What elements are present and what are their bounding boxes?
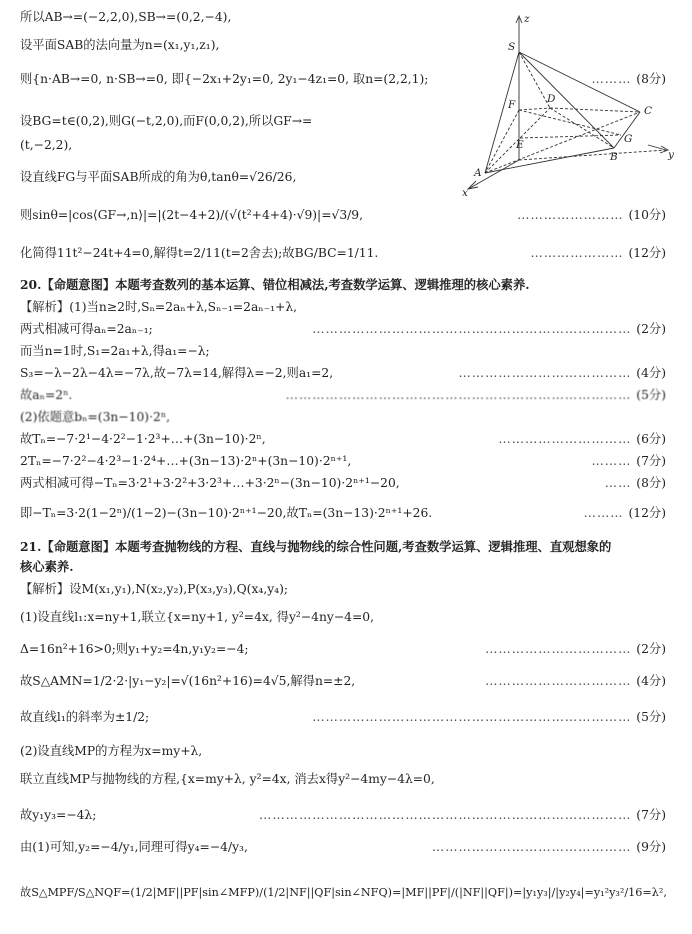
- doc-line: 故Tₙ=−7·2¹−4·2²−1·2³+…+(3n−10)·2ⁿ, ………………………… (6分): [20, 432, 666, 446]
- edge-SB: [519, 52, 614, 148]
- doc-line: 核心素养.: [20, 559, 74, 574]
- score-label: (12分): [628, 246, 666, 260]
- label-D: D: [547, 93, 556, 105]
- score-label: (2分): [636, 642, 666, 656]
- label-x: x: [462, 187, 468, 199]
- doc-line: (t,−2,2),: [20, 138, 73, 152]
- label-E: E: [516, 139, 524, 151]
- score-label: (4分): [636, 366, 666, 380]
- label-C: C: [644, 105, 653, 117]
- doc-line: (2)设直线MP的方程为x=my+λ,: [20, 744, 203, 758]
- label-y: y: [668, 149, 674, 161]
- doc-line: 两式相减可得aₙ=2aₙ₋₁; ……………………………………………………………… (2分): [20, 322, 666, 336]
- doc-line: 设BG=t∈(0,2),则G(−t,2,0),而F(0,0,2),所以GF→=: [20, 114, 313, 128]
- doc-line: 两式相减可得−Tₙ=3·2¹+3·2²+3·2³+…+3·2ⁿ−(3n−10)·2ⁿ⁺¹−20, …… (8分): [20, 476, 666, 490]
- doc-line: 则{n·AB→=0, n·SB→=0, 即{−2x₁+2y₁=0, 2y₁−4z₁=0, 取n=(2,2,1); ……… (8分): [20, 72, 666, 86]
- score-label: (8分): [636, 72, 666, 86]
- doc-line: 故S△MPF/S△NQF=(1/2|MF||PF|sin∠MFP)/(1/2|NF||QF|sin∠NFQ)=|MF||PF|/(|NF||QF|)=|y₁y₃|/|y₂y₄|=y₁²y₃²/16=λ²,: [20, 886, 667, 899]
- doc-line: 故aₙ=2ⁿ. …………………………………………………………………… (5分): [20, 388, 666, 402]
- doc-line: (2)依题意bₙ=(3n−10)·2ⁿ,: [20, 410, 171, 424]
- doc-line: 设平面SAB的法向量为n=(x₁,y₁,z₁),: [20, 38, 220, 52]
- doc-line: 故直线l₁的斜率为±1/2; ……………………………………………………………… (5分): [20, 710, 666, 724]
- doc-line: 20.【命题意图】本题考查数列的基本运算、错位相减法,考查数学运算、逻辑推理的核心素养.: [20, 277, 530, 292]
- label-F: F: [508, 99, 516, 111]
- label-z: z: [524, 13, 530, 25]
- score-label: (7分): [636, 808, 666, 822]
- label-B: B: [610, 151, 618, 163]
- doc-line: 即−Tₙ=3·2(1−2ⁿ)/(1−2)−(3n−10)·2ⁿ⁺¹−20,故Tₙ=(3n−13)·2ⁿ⁺¹+26. ……… (12分): [20, 506, 666, 520]
- doc-line: 【解析】设M(x₁,y₁),N(x₂,y₂),P(x₃,y₃),Q(x₄,y₄);: [20, 582, 289, 596]
- doc-line: 21.【命题意图】本题考查抛物线的方程、直线与抛物线的综合性问题,考查数学运算、逻辑推理、直观想象的: [20, 539, 612, 554]
- doc-line: 2Tₙ=−7·2²−4·2³−1·2⁴+…+(3n−13)·2ⁿ+(3n−10)·2ⁿ⁺¹, ……… (7分): [20, 454, 666, 468]
- doc-line: 由(1)可知,y₂=−4/y₁,同理可得y₄=−4/y₃, ……………………………………… (9分): [20, 840, 666, 854]
- doc-line: 所以AB→=(−2,2,0),SB→=(0,2,−4),: [20, 10, 232, 24]
- score-label: (12分): [628, 506, 666, 520]
- doc-line: 【解析】(1)当n≥2时,Sₙ=2aₙ+λ,Sₙ₋₁=2aₙ₋₁+λ,: [20, 300, 298, 314]
- doc-line: Δ=16n²+16>0;则y₁+y₂=4n,y₁y₂=−4; …………………………… (2分): [20, 642, 666, 656]
- score-label: (4分): [636, 674, 666, 688]
- doc-line: S₃=−λ−2λ−4λ=−7λ,故−7λ=14,解得λ=−2,则a₁=2, ………………………………… (4分): [20, 366, 666, 380]
- score-label: (5分): [636, 388, 666, 402]
- segment-FD: [519, 108, 550, 110]
- doc-line: (1)设直线l₁:x=ny+1,联立{x=ny+1, y²=4x, 得y²−4ny−4=0,: [20, 610, 375, 624]
- score-label: (10分): [628, 208, 666, 222]
- doc-line: 而当n=1时,S₁=2a₁+λ,得a₁=−λ;: [20, 344, 210, 358]
- score-label: (7分): [636, 454, 666, 468]
- doc-line: 化简得11t²−24t+4=0,解得t=2/11(t=2舍去);故BG/BC=1/11. ………………… (12分): [20, 246, 666, 260]
- label-G: G: [624, 133, 633, 145]
- label-S: S: [508, 41, 516, 53]
- doc-line: 故S△AMN=1/2·2·|y₁−y₂|=√(16n²+16)=4√5,解得n=±2, …………………………… (4分): [20, 674, 666, 688]
- score-label: (9分): [636, 840, 666, 854]
- score-label: (2分): [636, 322, 666, 336]
- label-A: A: [474, 167, 482, 179]
- score-label: (8分): [636, 476, 666, 490]
- doc-line: 则sinθ=|cos⟨GF→,n⟩|=|(2t−4+2)/(√(t²+4+4)·√9)|=√3/9, …………………… (10分): [20, 208, 666, 222]
- doc-line: 设直线FG与平面SAB所成的角为θ,tanθ=√26/26,: [20, 170, 297, 184]
- doc-line: 故y₁y₃=−4λ; ………………………………………………………………………… (7分): [20, 808, 666, 822]
- doc-line: 联立直线MP与抛物线的方程,{x=my+λ, y²=4x, 消去x得y²−4my−4λ=0,: [20, 772, 435, 786]
- score-label: (6分): [636, 432, 666, 446]
- score-label: (5分): [636, 710, 666, 724]
